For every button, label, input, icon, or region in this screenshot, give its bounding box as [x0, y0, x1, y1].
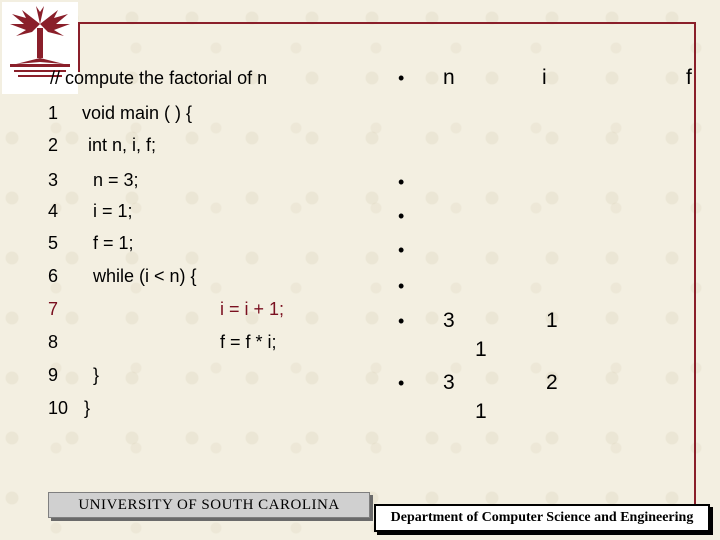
code-line-9: }: [93, 365, 100, 385]
code-line-1: void main ( ) {: [82, 103, 193, 123]
line-number-5: 5: [48, 233, 59, 253]
code-line-3: n = 3;: [93, 170, 139, 190]
trace-header-n: n: [443, 66, 455, 89]
line-number-6: 6: [48, 266, 59, 286]
trace-bullet: [398, 276, 404, 296]
trace-bullet: [398, 311, 404, 331]
frame-right-line: [694, 22, 696, 506]
line-number-7: 7: [48, 299, 59, 319]
trace-bullet: [398, 206, 404, 226]
line-number-10: 10: [48, 398, 69, 418]
trace-bullet: [398, 172, 404, 192]
trace-bullet: [398, 373, 404, 393]
line-number-8: 8: [48, 332, 59, 352]
code-line-2: int n, i, f;: [88, 135, 157, 155]
line-number-2: 2: [48, 135, 59, 155]
trace-value-i: 1: [475, 338, 487, 361]
trace-header-i: i: [542, 66, 547, 89]
trace-value-f: 1: [546, 309, 558, 332]
line-number-9: 9: [48, 365, 59, 385]
trace-bullet: [398, 68, 404, 88]
frame-top-line: [78, 22, 696, 24]
university-footer: UNIVERSITY OF SOUTH CAROLINA: [48, 492, 370, 518]
code-line-5: f = 1;: [93, 233, 134, 253]
code-line-7: i = i + 1;: [220, 299, 285, 319]
trace-value-f: 2: [546, 371, 558, 394]
trace-bullet: [398, 240, 404, 260]
code-comment: // compute the factorial of n: [50, 68, 268, 88]
code-line-10: }: [84, 398, 91, 418]
code-line-4: i = 1;: [93, 201, 133, 221]
department-footer: Department of Computer Science and Engineering: [374, 504, 710, 532]
trace-value-i: 1: [475, 400, 487, 423]
frame-left-line: [78, 22, 80, 72]
line-number-1: 1: [48, 103, 59, 123]
trace-header-f: f: [686, 66, 692, 89]
code-line-6: while (i < n) {: [93, 266, 197, 286]
line-number-3: 3: [48, 170, 59, 190]
trace-value-n: 3: [443, 371, 455, 394]
line-number-4: 4: [48, 201, 59, 221]
code-line-8: f = f * i;: [220, 332, 277, 352]
trace-value-n: 3: [443, 309, 455, 332]
